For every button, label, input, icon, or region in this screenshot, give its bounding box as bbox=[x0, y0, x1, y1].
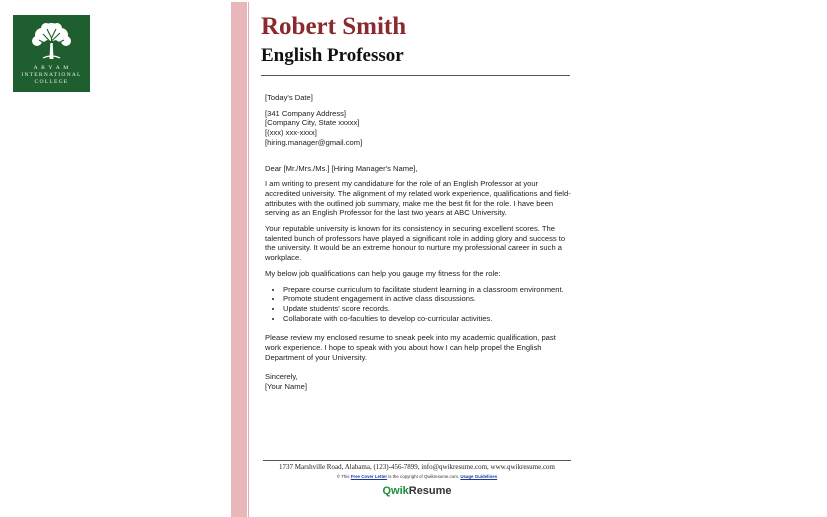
list-item: • Update students' score records. bbox=[283, 304, 573, 314]
address-line: [(xxx) xxx-xxxx] bbox=[265, 128, 317, 138]
footer-divider bbox=[263, 460, 571, 461]
qwikresume-brand bbox=[263, 485, 571, 497]
address-line: [341 Company Address] bbox=[265, 108, 347, 118]
salutation: Dear [Mr./Mrs./Ms.] [Hiring Manager's Name], bbox=[265, 163, 418, 173]
tree-icon bbox=[31, 21, 72, 59]
signoff: Sincerely, bbox=[265, 372, 298, 382]
copyright-prefix: © This bbox=[336, 474, 350, 479]
decorative-side-line bbox=[248, 2, 249, 517]
logo-text-line1: A R Y A M bbox=[33, 65, 70, 71]
college-logo bbox=[13, 15, 90, 92]
qualification-list bbox=[265, 285, 573, 324]
job-title: English Professor bbox=[261, 45, 404, 66]
usage-guidelines-link[interactable]: Usage Guidelines bbox=[460, 474, 498, 479]
list-item: • Promote student engagement in active class discussions. bbox=[283, 294, 573, 304]
logo-text-line2: INTERNATIONAL bbox=[21, 72, 82, 78]
decorative-side-band bbox=[231, 2, 247, 517]
paragraph: My below job qualifications can help you gauge my fitness for the role: bbox=[265, 268, 501, 278]
brand-part-resume: Resume bbox=[408, 485, 452, 497]
address-line: [Company City, State xxxxx] bbox=[265, 118, 360, 128]
list-item: • Prepare course curriculum to facilitate student learning in a classroom environment. bbox=[283, 285, 573, 295]
logo-text-line3: COLLEGE bbox=[34, 79, 69, 85]
applicant-name: Robert Smith bbox=[261, 13, 407, 40]
footer-address: 1737 Marshville Road, Alabama, (123)-456-7899, info@qwikresume.com, www.qwikresume.com bbox=[278, 463, 556, 471]
signature: [Your Name] bbox=[265, 382, 307, 392]
free-cover-letter-link[interactable]: Free Cover Letter bbox=[350, 474, 388, 479]
letter-date: [Today's Date] bbox=[265, 93, 313, 102]
paragraph: Your reputable university is known for its consistency in securing excellent scores. The talented bunch of professors have played a significant role in adding glory and success to the university. It would be an extreme honour to nurture my professional career in such a workplace. bbox=[265, 224, 566, 263]
brand-part-qwik: Qwik bbox=[382, 485, 409, 497]
copyright-text: is the copyright of Qwikresume.com. bbox=[388, 474, 460, 479]
footer-copyright bbox=[263, 474, 571, 479]
paragraph: I am writing to present my candidature for the role of an English Professor at your accredited university. The alignment of my related work experience, qualifications and field-attributes with the outlined job summary, make me the best fit for the role. I have been serving as an English Professor for the last two years at ABC University. bbox=[265, 179, 571, 218]
closing-paragraph: Please review my enclosed resume to sneak peek into my academic qualification, past work experience. I hope to speak with you about how I can help propel the English Department of your University. bbox=[265, 333, 556, 362]
address-line: [hiring.manager@gmail.com] bbox=[265, 137, 363, 147]
list-item: • Collaborate with co-faculties to develop co-curricular activities. bbox=[283, 314, 573, 324]
letter-body bbox=[265, 93, 573, 392]
header-divider bbox=[261, 75, 570, 76]
